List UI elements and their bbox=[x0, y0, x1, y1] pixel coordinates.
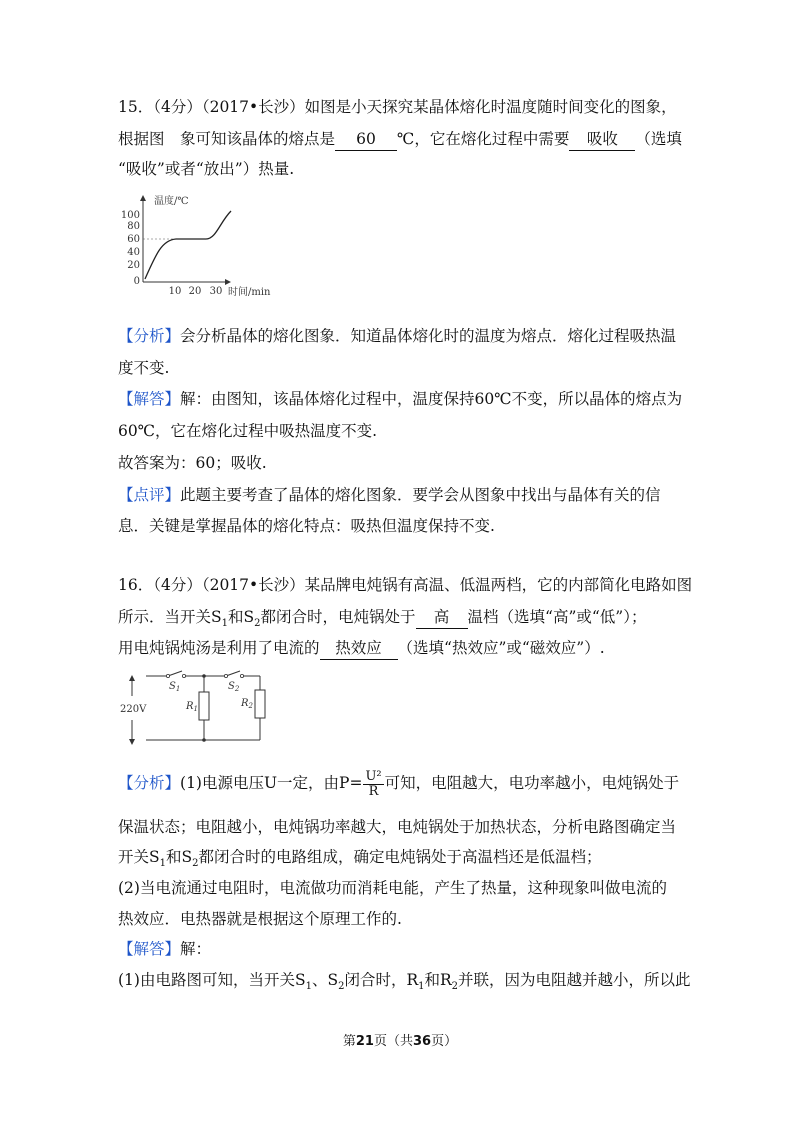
q15-blank-meltpoint: 60 bbox=[335, 128, 397, 151]
xtick-20: 20 bbox=[188, 286, 202, 297]
q15-stem-line1: 15．（4分）（2017•长沙）如图是小天探究某晶体熔化时温度随时间变化的图象， bbox=[118, 98, 677, 116]
q15-analysis-line1: 【分析】会分析晶体的熔化图象．知道晶体熔化时的温度为熔点．熔化过程吸热温 bbox=[118, 327, 677, 345]
resistor-r2-label: $R_2$ bbox=[241, 698, 253, 710]
melting-graph bbox=[118, 192, 288, 302]
q15-comment-line1: 【点评】此题主要考查了晶体的熔化图象．要学会从图象中找出与晶体有关的信 bbox=[118, 486, 661, 504]
graph-ylabel: 温度/℃ bbox=[154, 196, 189, 207]
switch-s1-label: $S_1$ bbox=[169, 681, 181, 693]
q16-answer-line0: 【解答】解： bbox=[118, 940, 212, 958]
analysis-tag: 【分析】 bbox=[118, 327, 181, 345]
switch-s1-blade bbox=[168, 671, 182, 676]
q16-analysis-line2: 保温状态；电阻越小，电炖锅功率越大，电炖锅处于加热状态，分析电路图确定当 bbox=[118, 818, 677, 836]
page-footer: 第21页（共36页） bbox=[342, 1034, 458, 1049]
resistor-r2 bbox=[255, 690, 265, 718]
resistor-r1 bbox=[199, 692, 209, 720]
switch-s2-blade bbox=[226, 671, 240, 676]
ytick-0: 0 bbox=[133, 276, 140, 287]
ytick-60: 60 bbox=[127, 234, 140, 245]
q16-analysis-line3: 开关$S_1$和$S_2$都闭合时的电路组成，确定电炖锅处于高温档还是低温档； bbox=[118, 848, 602, 870]
q16-analysis-line5: 热效应．电热器就是根据这个原理工作的. bbox=[118, 910, 402, 928]
q16-blank-heat-effect: 热效应 bbox=[320, 637, 398, 660]
q15-blank-absorb: 吸收 bbox=[569, 128, 635, 151]
q15-analysis-line2: 度不变. bbox=[118, 359, 170, 377]
answer-tag: 【解答】 bbox=[118, 390, 181, 408]
q15-stem-line2: 根据图 象可知该晶体的熔点是 60 ℃，它在熔化过程中需要 吸收 （选填 bbox=[118, 128, 682, 151]
voltage-label: 220V bbox=[120, 704, 147, 715]
analysis-tag: 【分析】 bbox=[118, 774, 181, 792]
q16-analysis-line4: (2)当电流通过电阻时，电流做功而消耗电能，产生了热量，这种现象叫做电流的 bbox=[118, 879, 667, 897]
q16-stem-line1: 16．（4分）（2017•长沙）某品牌电炖锅有高温、低温两档，它的内部简化电路如图 bbox=[118, 576, 693, 594]
graph-xlabel: 时间/min bbox=[228, 287, 271, 298]
power-formula-fraction: $\frac{\text{U²}}{R}$ bbox=[365, 768, 382, 799]
q15-final-answer: 故答案为：60；吸收. bbox=[118, 454, 267, 472]
answer-tag: 【解答】 bbox=[118, 940, 181, 958]
ytick-40: 40 bbox=[127, 247, 140, 258]
melting-curve bbox=[145, 211, 231, 279]
q16-stem-line3: 用电炖锅炖汤是利用了电流的 热效应 （选填“热效应”或“磁效应”）. bbox=[118, 637, 605, 660]
q15-stem-line3: “吸收”或者“放出”）热量. bbox=[118, 160, 295, 178]
q16-analysis-line1: 【分析】(1)电源电压U一定，由P= $\frac{\text{U²}}{R}$ 可知，电阻越大，电功率越小，电炖锅处于 bbox=[118, 768, 680, 799]
page-number: 21 bbox=[355, 1034, 374, 1049]
resistor-r1-label: $R_1$ bbox=[186, 701, 198, 713]
q15-comment-line2: 息．关键是掌握晶体的熔化特点：吸热但温度保持不变. bbox=[118, 517, 495, 535]
q15-answer-line2: 60℃，它在熔化过程中吸热温度不变. bbox=[118, 422, 377, 440]
xtick-30: 30 bbox=[209, 286, 223, 297]
q16-answer-line1: (1)由电路图可知，当开关$S_1$、$S_2$闭合时，$R_1$和$R_2$并联，因为电阻越并越小，所以此 bbox=[118, 971, 691, 993]
comment-tag: 【点评】 bbox=[118, 486, 181, 504]
ytick-20: 20 bbox=[127, 260, 140, 271]
page-total: 36 bbox=[413, 1034, 432, 1049]
switch-s2-label: $S_2$ bbox=[228, 681, 240, 693]
xtick-10: 10 bbox=[168, 286, 182, 297]
q15-answer-line1: 【解答】解：由图知，该晶体熔化过程中，温度保持60℃不变，所以晶体的熔点为 bbox=[118, 390, 683, 408]
circuit-diagram bbox=[118, 668, 278, 750]
ytick-100: 100 bbox=[120, 210, 140, 221]
q16-stem-line2: 所示．当开关$S_1$和$S_2$都闭合时，电炖锅处于 高 温档（选填“高”或“低”）； bbox=[118, 608, 647, 630]
ytick-80: 80 bbox=[127, 221, 140, 232]
q16-blank-high: 高 bbox=[416, 606, 468, 629]
